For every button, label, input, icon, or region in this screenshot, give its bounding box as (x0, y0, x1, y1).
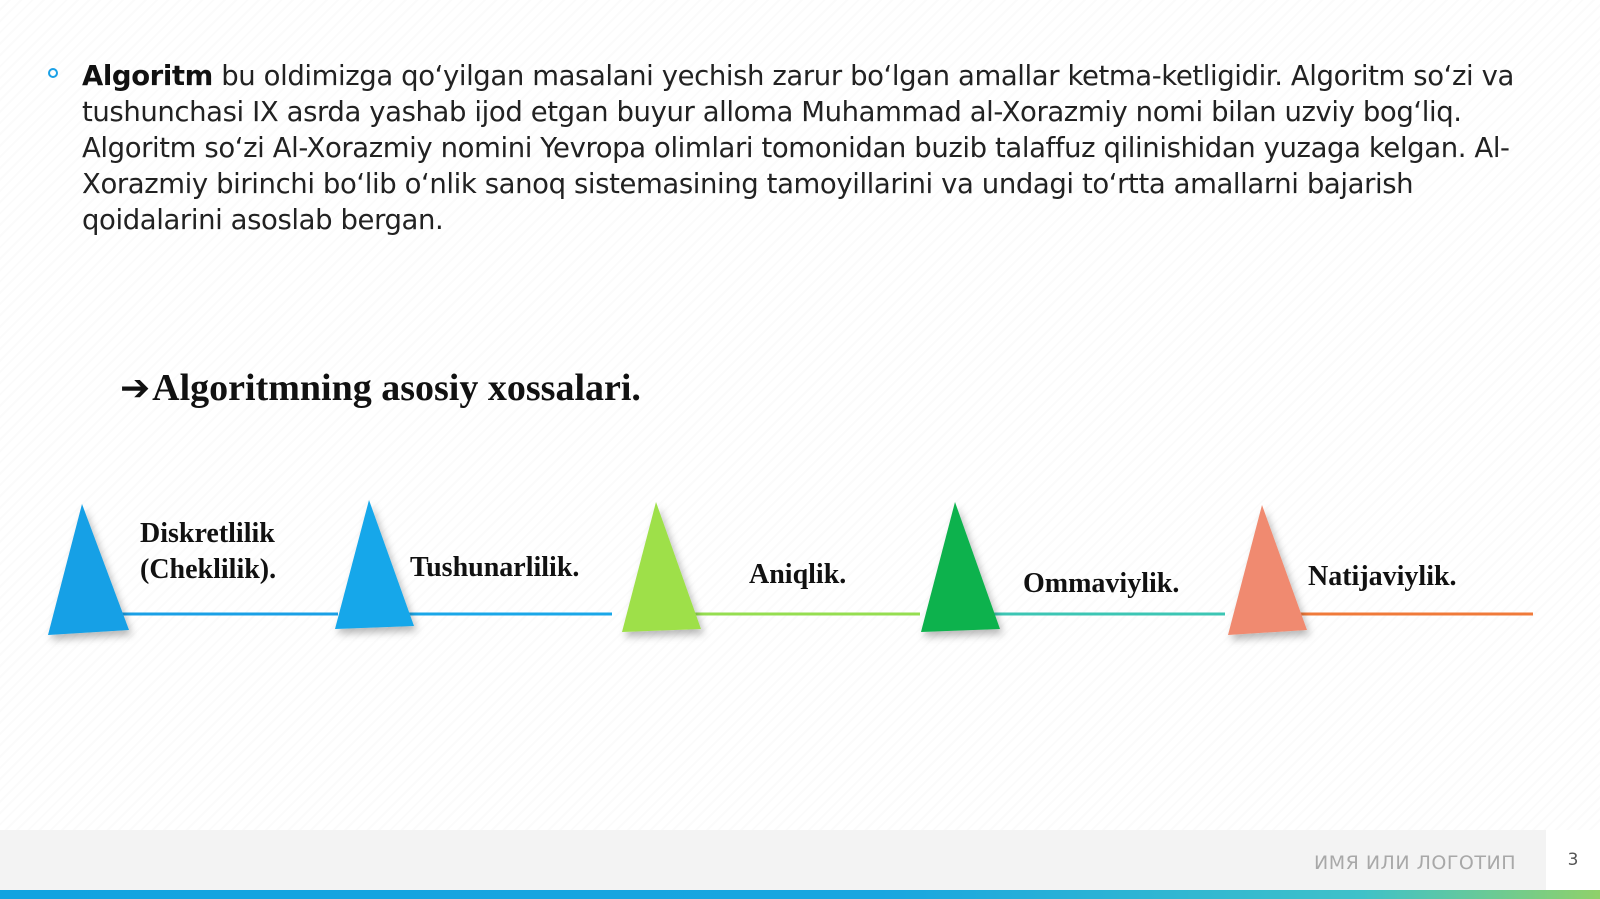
triangle-marker-1 (48, 504, 129, 635)
page-number: 3 (1567, 850, 1579, 870)
footer-logo-text: ИМЯ ИЛИ ЛОГОТИП (1314, 852, 1516, 874)
property-label-1-line1: Diskretlilik (140, 518, 275, 549)
property-label-3 (749, 557, 846, 593)
property-label-3-text: Aniqlik. (749, 559, 847, 590)
triangle-marker-3 (622, 502, 701, 632)
bottom-accent-bar (0, 890, 1600, 899)
property-label-2 (410, 550, 579, 586)
body-paragraph (82, 58, 1542, 238)
property-label-4 (1023, 566, 1179, 602)
term-bold: Algoritm (82, 60, 213, 92)
section-heading (120, 366, 641, 410)
bullet-circle-icon (48, 68, 58, 78)
property-label-5 (1308, 559, 1457, 595)
triangle-marker-5 (1228, 505, 1307, 635)
body-text: bu oldimizga qo‘yilgan masalani yechish zarur bo‘lgan amallar ketma-ketligidir. Algoritm so‘zi va tushunchasi IX asrda yashab ijod etgan buyur alloma Muhammad al-Xorazmiy nomi bilan uzviy bog‘liq. Algoritm so‘zi Al-Xorazmiy nomini Yevropa olimlari tomonidan buzib talaffuz qilinishidan yuzaga kelgan. Al-Xorazmiy birinchi bo‘lib o‘nlik sanoq sistemasining tamoyillarini va undagi to‘rtta amallarni bajarish qoidalarini asoslab bergan. (82, 60, 1514, 236)
property-label-2-text: Tushunarlilik. (410, 552, 580, 583)
property-label-4-text: Ommaviylik. (1023, 568, 1180, 599)
property-label-5-text: Natijaviylik. (1308, 561, 1457, 592)
property-label-1-line2: (Cheklilik). (140, 554, 277, 585)
property-label-1 (140, 516, 276, 588)
triangle-marker-4 (921, 502, 1000, 632)
triangle-marker-2 (335, 500, 414, 629)
arrow-right-icon: ➔ (120, 368, 151, 409)
heading-text: Algoritmning asosiy xossalari. (152, 367, 641, 409)
